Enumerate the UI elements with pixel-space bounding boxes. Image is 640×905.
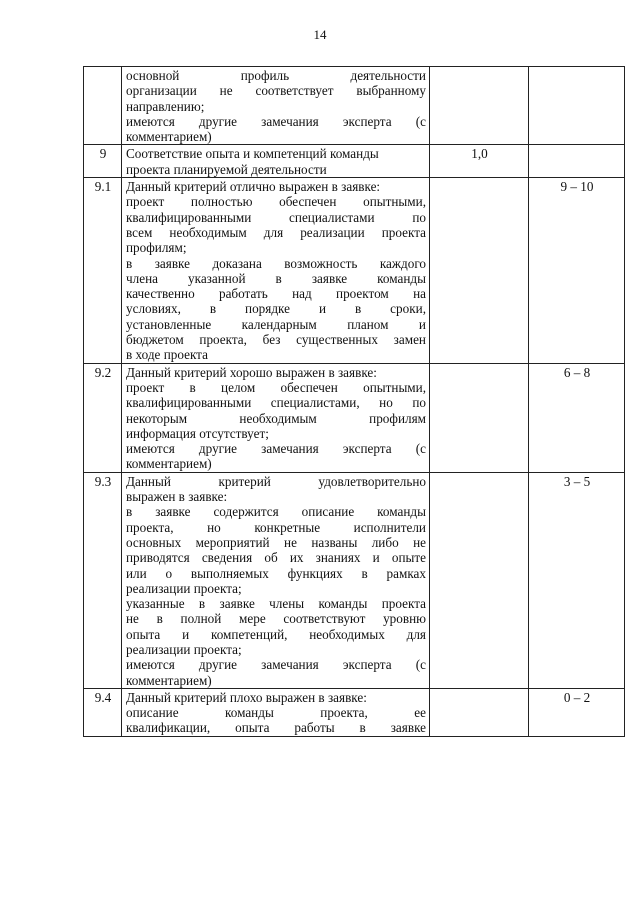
weight-cell xyxy=(430,472,529,688)
criteria-table xyxy=(83,66,625,737)
description-line: проект полностью обеспечен опытными, xyxy=(126,194,426,210)
description-line: или о выполняемых функциях в рамках xyxy=(126,565,426,581)
description-line: направлению; xyxy=(126,98,205,114)
description-line: основных мероприятий не названы либо не xyxy=(126,534,426,550)
description-line: члена указанной в заявке команды xyxy=(126,270,426,286)
description-line: реализации проекта; xyxy=(126,641,242,657)
description-line: профилям; xyxy=(126,240,187,256)
description-line: не в полной мере соответствуют уровню xyxy=(126,611,426,627)
criterion-description-cell xyxy=(122,178,430,364)
criterion-number-cell: 9.4 xyxy=(84,688,122,736)
score-range-cell: 0 – 2 xyxy=(529,688,625,736)
weight-cell xyxy=(430,67,529,145)
description-line: приводятся сведения об их знаниях и опыте xyxy=(126,550,426,566)
description-line: комментарием) xyxy=(126,129,212,145)
page-number: 14 xyxy=(313,27,327,42)
table-row xyxy=(84,145,625,178)
description-line: реализации проекта; xyxy=(126,580,242,596)
criteria-table-body xyxy=(84,67,625,737)
description-line: имеются другие замечания эксперта (с xyxy=(126,657,426,673)
score-range-cell: 3 – 5 xyxy=(529,472,625,688)
criterion-description-cell xyxy=(122,145,430,178)
criterion-description-cell xyxy=(122,67,430,145)
criterion-description-cell xyxy=(122,363,430,472)
description-line: всем необходимым для реализации проекта xyxy=(126,224,426,240)
description-line: квалифицированными специалистами, но по xyxy=(126,395,426,411)
description-line: Данный критерий плохо выражен в заявке: xyxy=(126,689,367,705)
criterion-number-cell xyxy=(84,67,122,145)
description-line: комментарием) xyxy=(126,456,212,472)
criterion-number-cell: 9.2 xyxy=(84,363,122,472)
weight-cell: 1,0 xyxy=(430,145,529,178)
table-row xyxy=(84,688,625,736)
description-line: комментарием) xyxy=(126,672,212,688)
description-line: опыта и компетенций, необходимых для xyxy=(126,626,426,642)
description-line: организации не соответствует выбранному xyxy=(126,83,426,99)
description-line: Данный критерий удовлетворительно xyxy=(126,473,426,489)
description-line: выражен в заявке: xyxy=(126,489,228,505)
criterion-number-cell: 9 xyxy=(84,145,122,178)
criterion-description-cell xyxy=(122,472,430,688)
weight-cell xyxy=(430,363,529,472)
description-line: в ходе проекта xyxy=(126,347,208,363)
description-line: указанные в заявке члены команды проекта xyxy=(126,596,426,612)
description-line: квалификации, опыта работы в заявке xyxy=(126,720,426,736)
table-row xyxy=(84,178,625,364)
score-range-cell xyxy=(529,145,625,178)
table-row xyxy=(84,363,625,472)
description-line: в заявке доказана возможность каждого xyxy=(126,255,426,271)
description-line: установленные календарным планом и xyxy=(126,316,426,332)
description-line: Данный критерий отлично выражен в заявке: xyxy=(126,179,381,195)
score-range-cell xyxy=(529,67,625,145)
table-row xyxy=(84,67,625,145)
description-line: в заявке содержится описание команды xyxy=(126,504,426,520)
description-line: Соответствие опыта и компетенций команды xyxy=(126,146,379,162)
weight-cell xyxy=(430,688,529,736)
table-row xyxy=(84,472,625,688)
description-line: бюджетом проекта, без существенных замен xyxy=(126,332,426,348)
description-line: Данный критерий хорошо выражен в заявке: xyxy=(126,364,377,380)
description-line: основной профиль деятельности xyxy=(126,68,426,83)
description-line: описание команды проекта, ее xyxy=(126,705,426,721)
criterion-number-cell: 9.3 xyxy=(84,472,122,688)
description-line: проекта планируемой деятельности xyxy=(126,161,327,177)
description-line: имеются другие замечания эксперта (с xyxy=(126,113,426,129)
score-range-cell: 9 – 10 xyxy=(529,178,625,364)
description-line: квалифицированными специалистами по xyxy=(126,209,426,225)
description-line: имеются другие замечания эксперта (с xyxy=(126,441,426,457)
description-line: некоторым необходимым профилям xyxy=(126,410,426,426)
description-line: информация отсутствует; xyxy=(126,425,269,441)
description-line: проект в целом обеспечен опытными, xyxy=(126,379,426,395)
weight-cell xyxy=(430,178,529,364)
criterion-number-cell: 9.1 xyxy=(84,178,122,364)
criterion-description-cell xyxy=(122,688,430,736)
score-range-cell: 6 – 8 xyxy=(529,363,625,472)
description-line: качественно работать над проектом на xyxy=(126,286,426,302)
description-line: условиях, в порядке и в сроки, xyxy=(126,301,426,317)
description-line: проекта, но конкретные исполнители xyxy=(126,519,426,535)
